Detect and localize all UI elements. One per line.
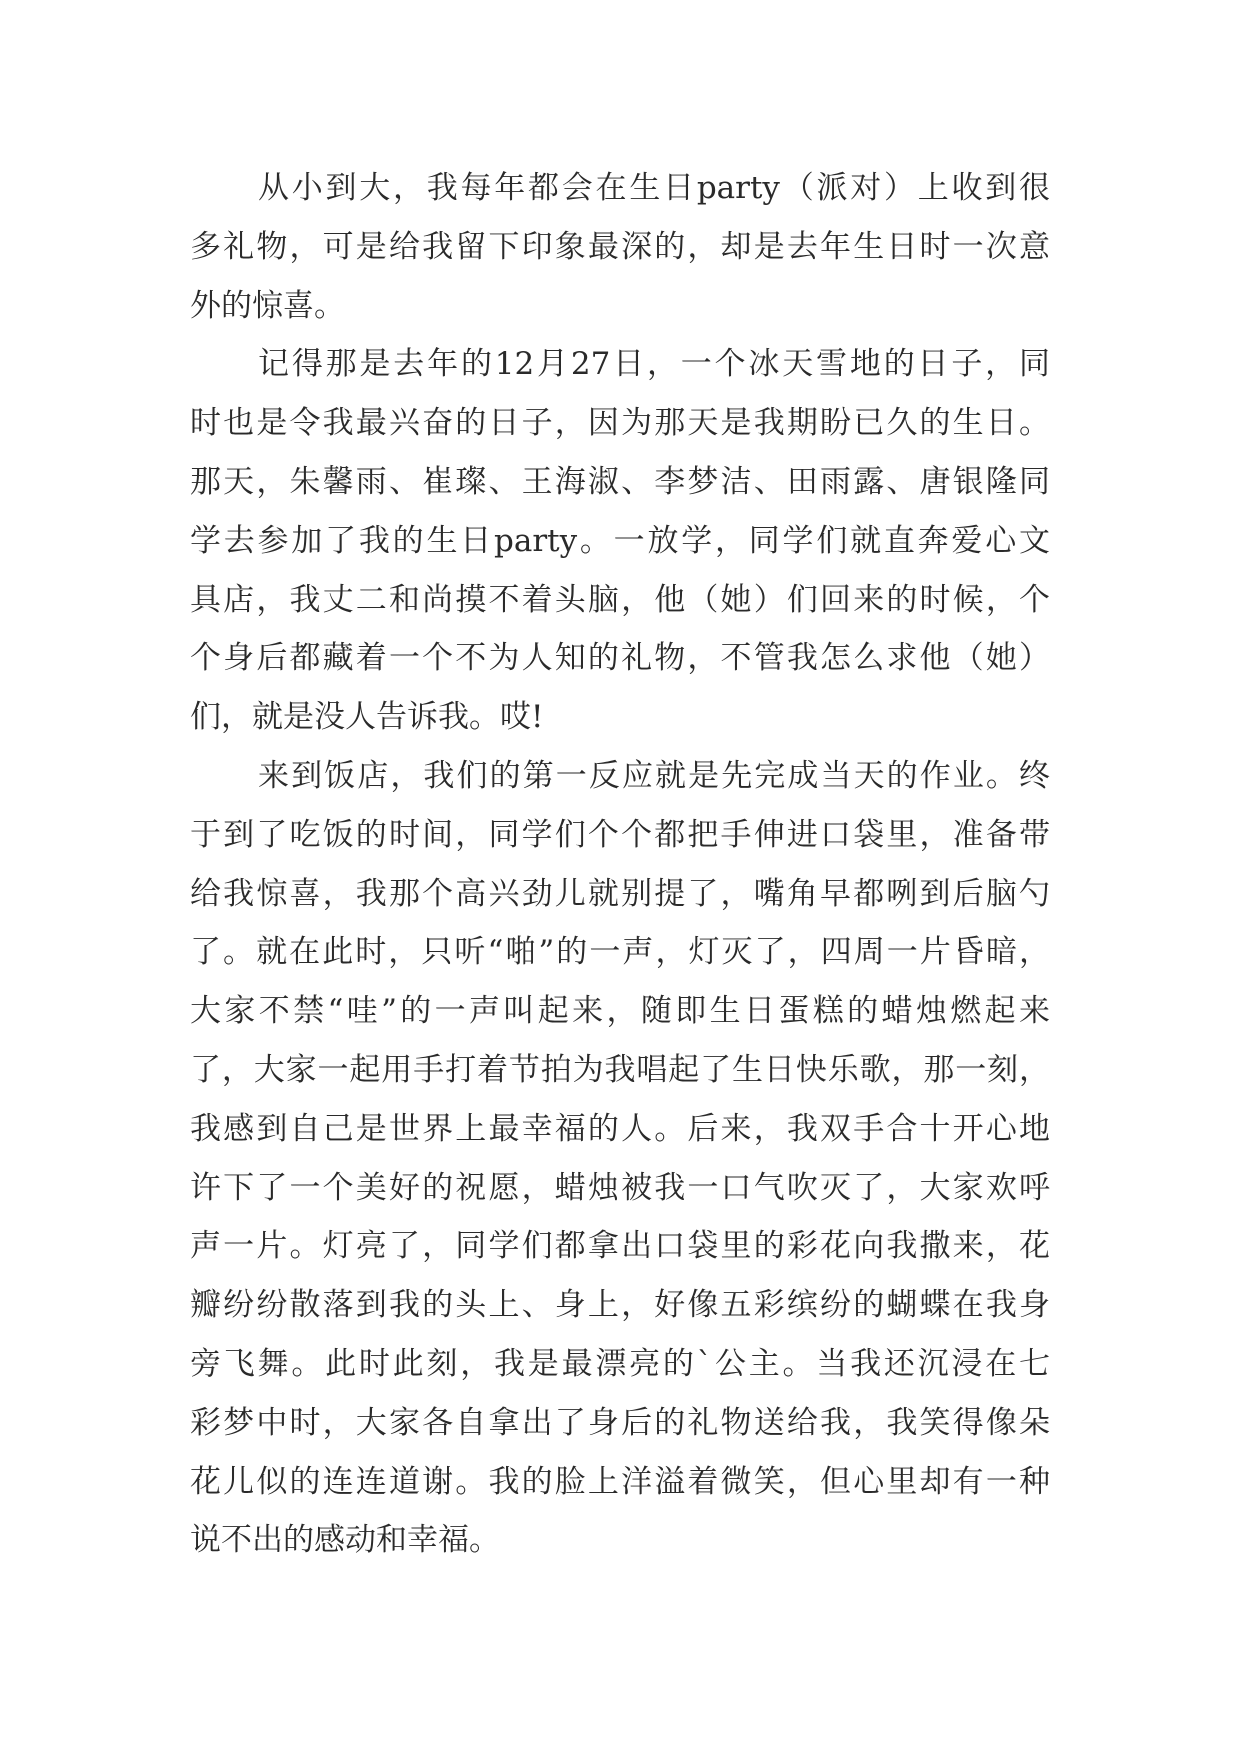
paragraph-line: 花儿似的连连道谢。我的脸上洋溢着微笑，但心里却有一种	[190, 1463, 1050, 1500]
paragraph-line: 时也是令我最兴奋的日子，因为那天是我期盼已久的生日。	[190, 405, 1050, 442]
paragraph-line: 记得那是去年的12月27日，一个冰天雪地的日子，同	[258, 346, 1050, 383]
paragraph-3	[190, 747, 1050, 1570]
paragraph-line: 外的惊喜。	[190, 287, 345, 324]
paragraph-line: 了。就在此时，只听“啪”的一声，灯灭了，四周一片昏暗，	[190, 934, 1050, 971]
paragraph-line: 大家不禁“哇”的一声叫起来，随即生日蛋糕的蜡烛燃起来	[190, 993, 1050, 1030]
paragraph-line: 许下了一个美好的祝愿，蜡烛被我一口气吹灭了，大家欢呼	[190, 1169, 1050, 1206]
paragraph-line: 从小到大，我每年都会在生日party（派对）上收到很	[258, 170, 1050, 206]
paragraph-2	[190, 335, 1050, 747]
paragraph-line: 来到饭店，我们的第一反应就是先完成当天的作业。终	[258, 757, 1050, 794]
paragraph-line: 于到了吃饭的时间，同学们个个都把手伸进口袋里，准备带	[190, 816, 1050, 853]
paragraph-line: 那天，朱馨雨、崔璨、王海淑、李梦洁、田雨露、唐银隆同	[190, 463, 1050, 500]
paragraph-line: 我感到自己是世界上最幸福的人。后来，我双手合十开心地	[190, 1110, 1050, 1147]
paragraph-line: 旁飞舞。此时此刻，我是最漂亮的`公主。当我还沉浸在七	[190, 1345, 1050, 1382]
paragraph-line: 瓣纷纷散落到我的头上、身上，好像五彩缤纷的蝴蝶在我身	[190, 1287, 1050, 1324]
paragraph-line: 说不出的感动和幸福。	[190, 1522, 500, 1559]
paragraph-1	[190, 159, 1050, 335]
paragraph-line: 们，就是没人告诉我。哎!	[190, 699, 544, 736]
paragraph-line: 声一片。灯亮了，同学们都拿出口袋里的彩花向我撒来，花	[190, 1228, 1050, 1265]
paragraph-line: 个身后都藏着一个不为人知的礼物，不管我怎么求他（她）	[190, 640, 1050, 677]
document-body	[190, 159, 1050, 1570]
paragraph-line: 具店，我丈二和尚摸不着头脑，他（她）们回来的时候，个	[190, 581, 1050, 618]
paragraph-line: 了，大家一起用手打着节拍为我唱起了生日快乐歌，那一刻，	[190, 1051, 1050, 1088]
paragraph-line: 学去参加了我的生日party。一放学，同学们就直奔爱心文	[190, 522, 1050, 559]
paragraph-line: 彩梦中时，大家各自拿出了身后的礼物送给我，我笑得像朵	[190, 1404, 1050, 1441]
paragraph-line: 给我惊喜，我那个高兴劲儿就别提了，嘴角早都咧到后脑勺	[190, 875, 1050, 912]
paragraph-line: 多礼物，可是给我留下印象最深的，却是去年生日时一次意	[190, 228, 1050, 265]
